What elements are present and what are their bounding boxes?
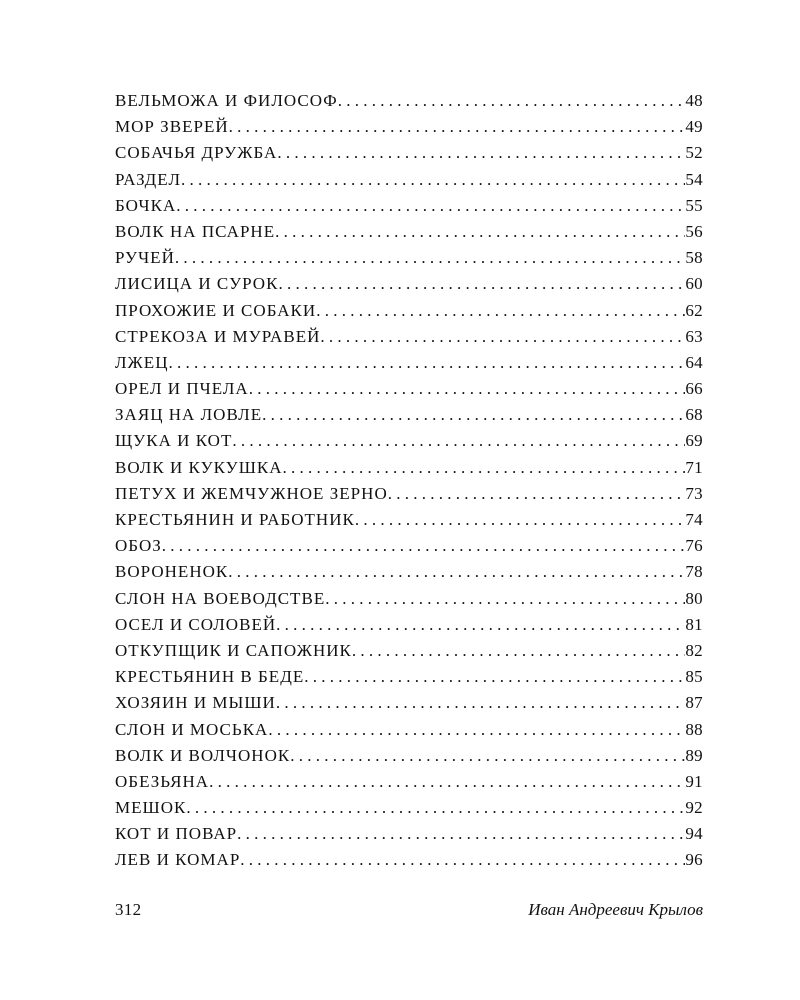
- toc-entry-page: 87: [685, 693, 703, 713]
- toc-dot-leader: [290, 743, 685, 769]
- toc-entry-page: 64: [685, 352, 703, 372]
- toc-entry-page: 69: [685, 431, 703, 451]
- toc-entry-page: 62: [685, 300, 703, 320]
- toc-entry-page: 48: [685, 91, 703, 110]
- toc-entry-title: ОТКУПЩИК И САПОЖНИК: [115, 640, 352, 660]
- toc-entry: [115, 847, 703, 873]
- toc-entry-title: СТРЕКОЗА И МУРАВЕЙ: [115, 326, 321, 346]
- toc-entry-page: 94: [685, 824, 703, 844]
- toc-dot-leader: [229, 114, 686, 140]
- toc-entry-page: 91: [685, 771, 703, 791]
- toc-entry-title: ХОЗЯИН И МЫШИ: [115, 693, 276, 713]
- toc-dot-leader: [276, 612, 685, 638]
- toc-entry-title: ОБЕЗЬЯНА: [115, 771, 210, 791]
- table-of-contents: [115, 88, 703, 874]
- toc-entry-title: ОСЕЛ И СОЛОВЕЙ: [115, 614, 277, 634]
- toc-entry-title: ОРЕЛ И ПЧЕЛА: [115, 379, 249, 399]
- toc-entry-title: ЛЖЕЦ: [115, 352, 169, 372]
- toc-dot-leader: [388, 481, 686, 507]
- toc-dot-leader: [278, 271, 685, 297]
- toc-entry: [115, 743, 703, 769]
- toc-dot-leader: [181, 167, 685, 193]
- toc-entry-page: 66: [685, 379, 703, 399]
- toc-entry-title: КОТ И ПОВАР: [115, 824, 238, 844]
- toc-entry-title: МЕШОК: [115, 798, 187, 818]
- toc-entry-title: ВОЛК НА ПСАРНЕ: [115, 221, 276, 241]
- toc-entry-page: 56: [685, 221, 703, 241]
- toc-entry-page: 71: [685, 457, 703, 477]
- toc-entry: [115, 167, 703, 193]
- toc-dot-leader: [338, 88, 686, 114]
- toc-entry: [115, 507, 703, 533]
- toc-entry-title: СОБАЧЬЯ ДРУЖБА: [115, 143, 278, 163]
- toc-entry-title: ЛЕВ И КОМАР: [115, 850, 241, 870]
- toc-entry: [115, 428, 703, 454]
- toc-entry: [115, 114, 703, 140]
- toc-entry-page: 88: [685, 719, 703, 739]
- toc-dot-leader: [355, 507, 685, 533]
- toc-entry-title: СЛОН И МОСЬКА: [115, 719, 269, 739]
- toc-dot-leader: [169, 350, 686, 376]
- toc-dot-leader: [237, 821, 685, 847]
- toc-entry-title: КРЕСТЬЯНИН В БЕДЕ: [115, 667, 305, 687]
- toc-dot-leader: [186, 795, 685, 821]
- toc-dot-leader: [175, 245, 685, 271]
- toc-entry-page: 52: [685, 143, 703, 163]
- toc-entry-page: 73: [685, 483, 703, 503]
- toc-dot-leader: [352, 638, 685, 664]
- toc-dot-leader: [325, 586, 685, 612]
- toc-dot-leader: [320, 324, 685, 350]
- toc-entry: [115, 350, 703, 376]
- toc-dot-leader: [176, 193, 685, 219]
- toc-entry: [115, 88, 703, 114]
- toc-entry-page: 78: [685, 562, 703, 582]
- toc-entry-title: ЛИСИЦА И СУРОК: [115, 274, 279, 294]
- toc-dot-leader: [276, 690, 685, 716]
- toc-entry-page: 54: [685, 169, 703, 189]
- toc-entry-title: МОР ЗВЕРЕЙ: [115, 117, 229, 137]
- toc-dot-leader: [240, 847, 685, 873]
- toc-entry-page: 80: [685, 588, 703, 608]
- toc-entry-title: РАЗДЕЛ: [115, 169, 182, 189]
- toc-entry: [115, 298, 703, 324]
- toc-entry-page: 82: [685, 640, 703, 660]
- toc-entry-title: РУЧЕЙ: [115, 248, 175, 268]
- toc-entry-title: ЗАЯЦ НА ЛОВЛЕ: [115, 405, 263, 425]
- toc-entry-page: 74: [685, 510, 703, 529]
- toc-dot-leader: [162, 533, 686, 559]
- running-author: Иван Андреевич Крылов: [528, 900, 703, 919]
- toc-entry-title: ВОЛК И КУКУШКА: [115, 457, 283, 477]
- toc-entry-page: 58: [685, 248, 703, 268]
- toc-entry: [115, 664, 703, 690]
- toc-entry-title: ВОЛК И ВОЛЧОНОК: [115, 745, 291, 765]
- toc-entry: [115, 717, 703, 743]
- toc-entry-page: 76: [685, 536, 703, 556]
- toc-entry-title: ВЕЛЬМОЖА И ФИЛОСОФ: [115, 91, 338, 110]
- toc-entry-page: 96: [685, 850, 703, 870]
- toc-entry-page: 63: [685, 326, 703, 346]
- toc-dot-leader: [275, 219, 685, 245]
- toc-entry: [115, 795, 703, 821]
- toc-entry: [115, 533, 703, 559]
- toc-dot-leader: [277, 140, 685, 166]
- toc-entry-title: ЩУКА И КОТ: [115, 431, 233, 451]
- page-number: 312: [115, 900, 142, 919]
- toc-entry-title: ПРОХОЖИЕ И СОБАКИ: [115, 300, 317, 320]
- toc-entry-page: 60: [685, 274, 703, 294]
- toc-entry-page: 68: [685, 405, 703, 425]
- toc-dot-leader: [283, 455, 686, 481]
- toc-entry: [115, 140, 703, 166]
- toc-dot-leader: [228, 559, 685, 585]
- toc-entry-page: 92: [685, 798, 703, 818]
- toc-entry-page: 55: [685, 195, 703, 215]
- toc-entry-page: 89: [685, 745, 703, 765]
- toc-dot-leader: [268, 717, 685, 743]
- toc-entry: [115, 219, 703, 245]
- toc-entry: [115, 559, 703, 585]
- toc-entry-title: СЛОН НА ВОЕВОДСТВЕ: [115, 588, 326, 608]
- toc-dot-leader: [304, 664, 685, 690]
- toc-entry: [115, 271, 703, 297]
- toc-entry-title: ВОРОНЕНОК: [115, 562, 229, 582]
- toc-entry: [115, 769, 703, 795]
- toc-entry-title: ПЕТУХ И ЖЕМЧУЖНОЕ ЗЕРНО: [115, 483, 388, 503]
- toc-entry-page: 85: [685, 667, 703, 687]
- toc-dot-leader: [232, 428, 685, 454]
- toc-entry-title: ОБОЗ: [115, 536, 162, 556]
- toc-entry: [115, 638, 703, 664]
- toc-entry: [115, 455, 703, 481]
- page-footer: [115, 900, 703, 920]
- toc-entry-title: КРЕСТЬЯНИН И РАБОТНИК: [115, 510, 355, 529]
- toc-entry: [115, 245, 703, 271]
- toc-entry-title: БОЧКА: [115, 195, 177, 215]
- toc-dot-leader: [209, 769, 685, 795]
- toc-entry: [115, 690, 703, 716]
- toc-dot-leader: [262, 402, 685, 428]
- toc-entry-page: 81: [685, 614, 703, 634]
- toc-entry: [115, 193, 703, 219]
- toc-entry: [115, 586, 703, 612]
- toc-entry: [115, 821, 703, 847]
- toc-entry-page: 49: [685, 117, 703, 137]
- toc-entry: [115, 481, 703, 507]
- toc-dot-leader: [316, 298, 685, 324]
- toc-entry: [115, 376, 703, 402]
- toc-entry: [115, 324, 703, 350]
- toc-entry: [115, 402, 703, 428]
- toc-dot-leader: [249, 376, 686, 402]
- toc-entry: [115, 612, 703, 638]
